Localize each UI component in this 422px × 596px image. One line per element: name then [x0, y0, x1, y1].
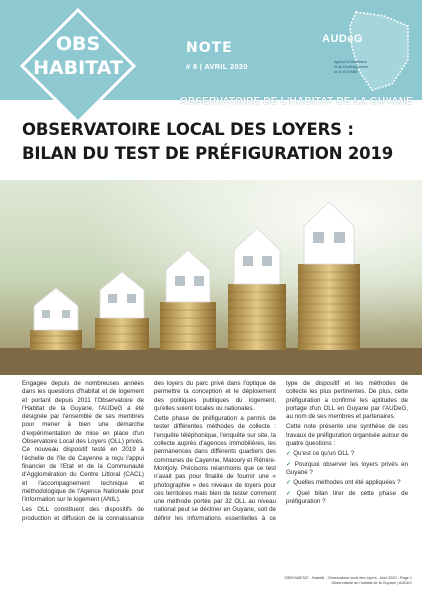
- audeg-tagline-1: Agence d'Urbanisme: [334, 60, 368, 64]
- audeg-tagline-3: de la GUYANE: [334, 70, 358, 74]
- list-item: [286, 461, 408, 478]
- audeg-tagline: [334, 60, 368, 75]
- page-title: [22, 118, 402, 166]
- observatory-subtitle: OBSERVATOIRE DE L'HABITAT DE LA GUYANE: [179, 96, 413, 107]
- note-label: NOTE: [186, 40, 233, 56]
- check-bullet-icon: ✓: [286, 460, 293, 468]
- list-item-text: Pourquoi observer les loyers privés en Guyane ?: [286, 460, 408, 476]
- logo-line2: HABITAT: [33, 57, 123, 79]
- paragraph-oll-definition: Les OLL constituent des dispositifs de production et diffusion de la connaissance des loyers du parc privé dans l'optique de permettre la conception et le déploiement des politiques publiques du logement, qu'elles soient locales ou nationales.: [22, 380, 276, 522]
- list-item-text: Quel bilan tirer de cette phase de préfiguration ?: [286, 489, 409, 505]
- body-text: [22, 380, 408, 523]
- check-bullet-icon: ✓: [286, 479, 292, 487]
- audeg-logo: [322, 8, 414, 92]
- check-bullet-icon: ✓: [286, 450, 292, 458]
- list-item-text: Qu'est ce qu'un OLL ?: [293, 450, 355, 458]
- list-item: [286, 450, 408, 458]
- title-line1: OBSERVATOIRE LOCAL DES LOYERS :: [22, 120, 354, 139]
- page-footer: [192, 576, 412, 586]
- footer-line2: Observatoire de l'habitat de la Guyane | AUDeG: [331, 581, 412, 585]
- paragraph-intro: Engagée depuis de nombreuses années dans les questions d'habitat et de logement et portant depuis 2011 l'Observatoire de l'Habitat de la Guyane, l'AUDeG a été désignée par l'ensemble de ses membres pour mener à bien une démarche d'expérimentation de mise en place d'un Observatoire Local des Loyers (OLL) privés. Ce nouveau dispositif testé en 2019 à l'échelle de l'île de Cayenne a reçu l'appui financier de l'Etat et de la Communauté d'Agglomération du Centre Littoral (CACL) et l'accompagnement technique et méthodologique de l'Agence Nationale pour l'information sur le logement (ANIL).: [22, 380, 144, 504]
- paragraph-summary: Cette note présente une synthèse de ces travaux de préfiguration organisée autour de quatre questions :: [286, 423, 408, 448]
- issue-label: # 8 | AVRIL 2020: [186, 62, 248, 71]
- obs-habitat-logo: [20, 8, 136, 124]
- houses-on-coin-stacks-photo: [0, 180, 422, 375]
- logo-line1: OBS: [55, 33, 101, 55]
- note-header: [186, 40, 248, 71]
- check-bullet-icon: ✓: [286, 489, 295, 497]
- audeg-tagline-2: et de Développement: [334, 65, 369, 69]
- list-item-text: Quelles méthodes ont été appliquées ?: [293, 479, 401, 487]
- questions-list: [286, 450, 408, 506]
- footer-line1: OBS'HABITAT - Note#8 - Observatoire local des loyers - Avril 2020 - Page 1: [284, 576, 412, 580]
- list-item: [286, 490, 408, 507]
- list-item: [286, 479, 408, 487]
- paragraph-methods: Cette phase de préfiguration a permis de tester différentes méthodes de collecte : l'enquête téléphonique, l'enquête sur site, la collecte auprès d'agences immobilières, les permanences dans différents quartiers des communes de Cayenne, Matoury et Rémire-Montjoly. Précisons néanmoins que ce test n'avait pas pour finalité de fournir une « photographie » des niveaux de loyers pour ces territoires mais bien de tester comment une méthode portée par 32 OLL au niveau national peut se décliner en Guyane, soit de définir les informations essentielles à ce type de dispositif et les méthodes de collecte les plus pertinentes. De plus, cette préfiguration a confirmé les aptitudes de portage d'un OLL en Guyane par l'AUDeG, au nom de ses membres et partenaires.: [154, 380, 408, 522]
- title-line2: BILAN DU TEST DE PRÉFIGURATION 2019: [22, 144, 394, 163]
- audeg-name: AUDeG: [322, 33, 364, 45]
